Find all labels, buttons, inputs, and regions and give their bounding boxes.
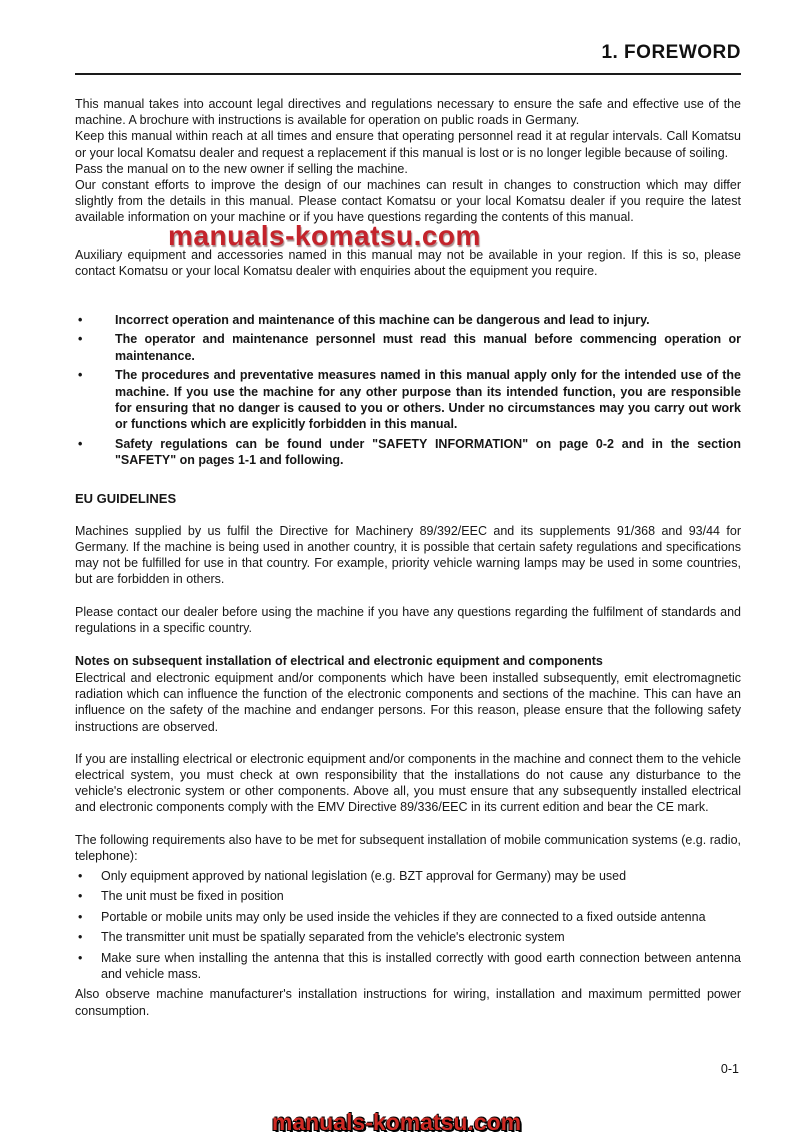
safety-bullet-item (75, 312, 741, 328)
intro-paragraph-5: Auxiliary equipment and accessories named in this manual may not be available in your region. If this is so, please contact Komatsu or your local Komatsu dealer with enquiries about the equipment you require. (75, 247, 741, 278)
section-heading-eu-guidelines: EU GUIDELINES (75, 490, 177, 506)
bullet-marker: • (78, 332, 83, 347)
bullet-marker: • (78, 436, 83, 451)
safety-bullet-item (75, 331, 741, 364)
closing-paragraph: Also observe machine manufacturer's installation instructions for wiring, installation and maximum permitted power consumption. (75, 987, 741, 1018)
bullet-marker: • (78, 889, 83, 904)
bullet-marker: • (78, 868, 83, 883)
intro-paragraph-3: Pass the manual on to the new owner if selling the machine. (75, 161, 408, 176)
title-rule (75, 73, 741, 75)
notes-paragraph-2: If you are installing electrical or electronic equipment and/or components in the machine and connect them to the vehicle electrical system, you must check at own responsibility that the installations do not cause any disturbance to the vehicle's electronic system or other components. Above all, you must ensure that any subsequently installed electrical and electronic components comply with the EMV Directive 89/336/EEC in its current edition and bear the CE mark. (75, 751, 741, 815)
requirement-bullet-text: Make sure when installing the antenna that this is installed correctly with good earth connection between antenna and vehicle mass. (101, 950, 741, 981)
requirement-bullet-item (75, 929, 741, 945)
requirement-bullet-text: Only equipment approved by national legislation (e.g. BZT approval for Germany) may be used (101, 868, 627, 883)
eu-paragraph-1: Machines supplied by us fulfil the Directive for Machinery 89/392/EEC and its supplements 91/368 and 93/44 for Germany. If the machine is being used in another country, it is possible that certain safety regulations and specifications may not be fulfilled for use in that country. For example, priority vehicle warning lamps may be used in some countries, but are forbidden in others. (75, 523, 741, 587)
safety-bullet-item (75, 367, 741, 433)
eu-guidelines-section (75, 491, 741, 636)
intro-paragraph-2: Keep this manual within reach at all times and ensure that operating personnel read it at regular intervals. Call Komatsu or your local Komatsu dealer and request a replacement if this manual is lost or is no longer legible because of soiling. (75, 129, 741, 160)
requirement-bullet-item (75, 888, 741, 904)
notes-paragraph-1: Electrical and electronic equipment and/or components which have been installed subsequently, emit electromagnetic radiation which can influence the function of the electronic components and sections of the machine. This can have an influence on the safety of the machine and endanger persons. For this reason, please ensure that the following safety instructions are observed. (75, 670, 741, 734)
intro-section (75, 96, 741, 279)
safety-bullet-text: Incorrect operation and maintenance of this machine can be dangerous and lead to injury. (115, 313, 650, 328)
bullet-marker: • (78, 313, 83, 328)
safety-bullet-text: The procedures and preventative measures named in this manual apply only for the intended use of the machine. If you use the machine for any other purpose than its intended function, you are responsible for ensuring that no danger is caused to you or others. Under no circumstances may you carry out work or functions which are explicitly forbidden in this manual. (115, 368, 741, 432)
notes-section (75, 654, 741, 1019)
watermark: manuals-komatsu.com (168, 220, 481, 251)
intro-paragraph-1: This manual takes into account legal directives and regulations necessary to ensure the safe and effective use of the machine. A brochure with instructions is available for operation on public roads in Germany. (75, 97, 741, 128)
bullet-marker: • (78, 368, 83, 383)
notes-paragraph-3: The following requirements also have to be met for subsequent installation of mobile communication systems (e.g. radio, telephone): (75, 832, 741, 863)
bullet-marker: • (78, 909, 83, 924)
safety-bullet-text: Safety regulations can be found under "SAFETY INFORMATION" on page 0-2 and in the section "SAFETY" on pages 1-1 and following. (115, 436, 741, 468)
safety-bullet-item (75, 436, 741, 469)
page-number: 0-1 (720, 1062, 739, 1076)
requirement-bullet-item (75, 950, 741, 983)
watermark-bottom-text: manuals-komatsu.com (271, 1109, 522, 1135)
eu-paragraph-2: Please contact our dealer before using the machine if you have any questions regarding the fulfilment of standards and regulations in a specific country. (75, 604, 741, 635)
requirements-bullet-list (75, 868, 741, 982)
bullet-marker: • (78, 950, 83, 965)
requirement-bullet-text: Portable or mobile units may only be used inside the vehicles if they are connected to a fixed outside antenna (101, 909, 706, 924)
requirement-bullet-text: The transmitter unit must be spatially separated from the vehicle's electronic system (101, 930, 565, 945)
requirement-bullet-text: The unit must be fixed in position (101, 889, 284, 904)
subsection-heading-notes: Notes on subsequent installation of electrical and electronic equipment and components (75, 653, 603, 668)
safety-bullet-list (75, 312, 741, 469)
safety-bullet-text: The operator and maintenance personnel must read this manual before commencing operation or maintenance. (115, 332, 741, 363)
page-title: 1. FOREWORD (601, 42, 741, 63)
requirement-bullet-item (75, 909, 741, 925)
intro-paragraph-4: Our constant efforts to improve the design of our machines can result in changes to construction which may differ slightly from the details in this manual. Please contact Komatsu or your local Komatsu dealer if you require the latest available information on your machine or if you have questions regarding the contents of this manual. (75, 178, 741, 225)
requirement-bullet-item (75, 868, 741, 884)
bullet-marker: • (78, 930, 83, 945)
